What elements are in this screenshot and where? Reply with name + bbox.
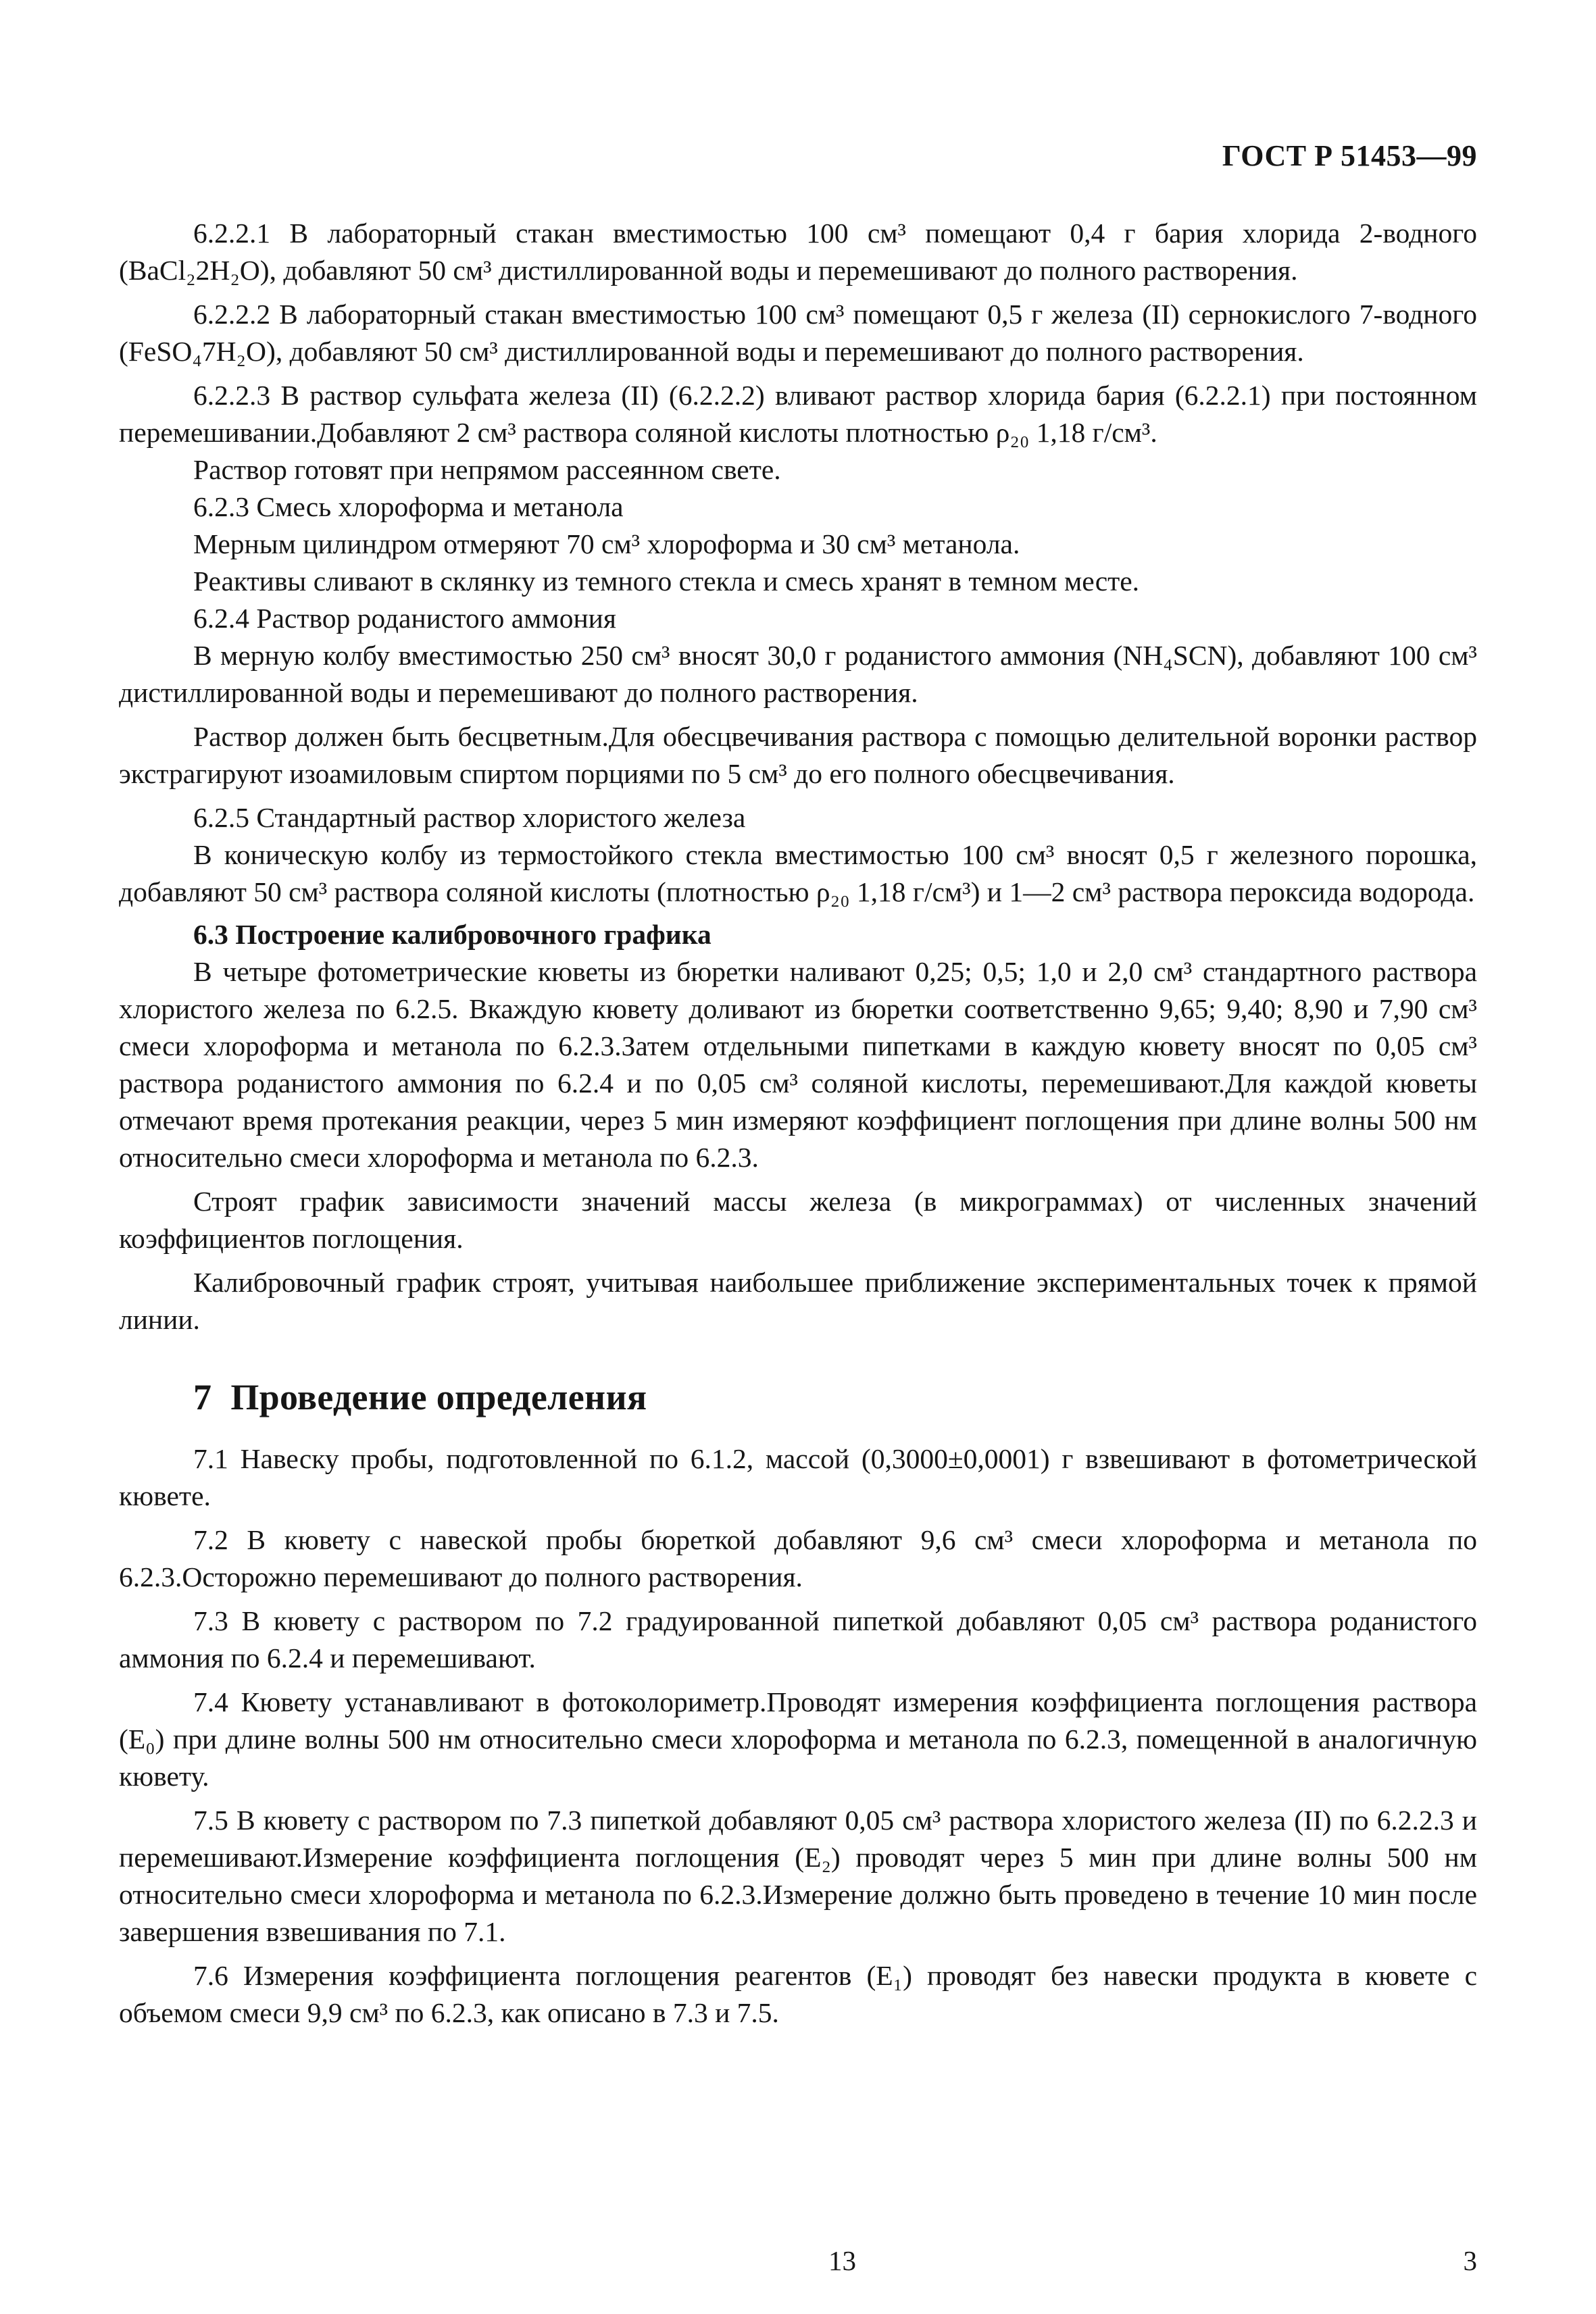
section-title: Проведение определения	[230, 1377, 647, 1417]
paragraph-6-2-2-3: 6.2.2.3 В раствор сульфата железа (II) (6.2.2.2) вливают раствор хлорида бария (6.2.2.1) при постоянном перемешивании.Добавляют 2 см³ раствора соляной кислоты плотностью ρ₂₀ 1,18 г/см³.	[119, 380, 1477, 448]
paragraph-light-note: Раствор готовят при непрямом рассеянном свете.	[193, 454, 781, 485]
paragraph-6-3-graph: Строят график зависимости значений массы железа (в микрограммах) от численных значений коэффициентов поглощения.	[119, 1186, 1477, 1254]
paragraph-cylinder: Мерным цилиндром отмеряют 70 см³ хлороформа и 30 см³ метанола.	[193, 528, 1020, 559]
paragraph-6-3-procedure: В четыре фотометрические кюветы из бюретки наливают 0,25; 0,5; 1,0 и 2,0 см³ стандартного раствора хлористого железа по 6.2.5. Вкаждую кювету доливают из бюретки соответственно 9,65; 9,40; 8,90 и 7,90 см³ смеси хлороформа и метанола по 6.2.3.Затем отдельными пипетками в каждую кювету вносят по 0,05 см³ раствора роданистого аммония по 6.2.4 и по 0,05 см³ соляной кислоты, перемешивают.Для каждой кюветы отмечают время протекания реакции, через 5 мин измеряют коэффициент поглощения при длине волны 500 нм относительно смеси хлороформа и метанола по 6.2.3.	[119, 956, 1477, 1173]
paragraph-flask-250: В мерную колбу вместимостью 250 см³ вносят 30,0 г роданистого аммония (NH₄SCN), добавляют 100 см³ дистиллированной воды и перемешивают до полного растворения.	[119, 640, 1477, 708]
paragraph-6-2-3-heading: 6.2.3 Смесь хлороформа и метанола	[193, 491, 624, 522]
page-number-right: 3	[1463, 2245, 1477, 2276]
page-number-center: 13	[828, 2245, 856, 2276]
paragraph-7-4: 7.4 Кювету устанавливают в фотоколориметр.Проводят измерения коэффициента поглощения раствора (E₀) при длине волны 500 нм относительно смеси хлороформа и метанола по 6.2.3, помещенной в аналогичную кювету.	[119, 1686, 1477, 1792]
paragraph-reagents-storage: Реактивы сливают в склянку из темного стекла и смесь хранят в темном месте.	[193, 565, 1140, 597]
paragraph-6-2-5-heading: 6.2.5 Стандартный раствор хлористого железа	[193, 802, 746, 833]
paragraph-6-2-2-1: 6.2.2.1 В лабораторный стакан вместимостью 100 см³ помещают 0,4 г бария хлорида 2-водного (BaCl₂2H₂O), добавляют 50 см³ дистиллированной воды и перемешивают до полного растворения.	[119, 218, 1477, 286]
paragraph-6-2-2-2: 6.2.2.2 В лабораторный стакан вместимостью 100 см³ помещают 0,5 г железа (II) сернокислого 7-водного (FeSO₄7H₂O), добавляют 50 см³ дистиллированной воды и перемешивают до полного растворения.	[119, 299, 1477, 367]
paragraph-7-1: 7.1 Навеску пробы, подготовленной по 6.1.2, массой (0,3000±0,0001) г взвешивают в фотометрической кювете.	[119, 1443, 1477, 1511]
document-body	[119, 215, 1477, 2032]
paragraph-colorless: Раствор должен быть бесцветным.Для обесцвечивания раствора с помощью делительной воронки раствор экстрагируют изоамиловым спиртом порциями по 5 см³ до его полного обесцвечивания.	[119, 721, 1477, 789]
paragraph-7-3: 7.3 В кювету с раствором по 7.2 градуированной пипеткой добавляют 0,05 см³ раствора роданистого аммония по 6.2.4 и перемешивают.	[119, 1605, 1477, 1674]
paragraph-7-6: 7.6 Измерения коэффициента поглощения реагентов (E₁) проводят без навески продукта в кювете с объемом смеси 9,9 см³ по 6.2.3, как описано в 7.3 и 7.5.	[119, 1960, 1477, 2028]
paragraph-conical-flask: В коническую колбу из термостойкого стекла вместимостью 100 см³ вносят 0,5 г железного порошка, добавляют 50 см³ раствора соляной кислоты (плотностью ρ₂₀ 1,18 г/см³) и 1—2 см³ раствора пероксида водорода.	[119, 839, 1477, 907]
paragraph-6-3-calibration: Калибровочный график строят, учитывая наибольшее приближение экспериментальных точек к прямой линии.	[119, 1267, 1477, 1335]
section-number: 7	[193, 1377, 212, 1417]
paragraph-6-2-4-heading: 6.2.4 Раствор роданистого аммония	[193, 603, 616, 634]
paragraph-7-2: 7.2 В кювету с навеской пробы бюреткой добавляют 9,6 см³ смеси хлороформа и метанола по 6.2.3.Осторожно перемешивают до полного растворения.	[119, 1524, 1477, 1592]
subsection-heading-6-3: 6.3 Построение калибровочного графика	[193, 919, 712, 950]
paragraph-7-5: 7.5 В кювету с раствором по 7.3 пипеткой добавляют 0,05 см³ раствора хлористого железа (II) по 6.2.2.3 и перемешивают.Измерение коэффициента поглощения (E₂) проводят через 5 мин при длине волны 500 нм относительно смеси хлороформа и метанола по 6.2.3.Измерение должно быть проведено в течение 10 мин после завершения взвешивания по 7.1.	[119, 1805, 1477, 1947]
standard-code-header: ГОСТ Р 51453—99	[1222, 139, 1477, 172]
section-heading-7	[119, 1379, 1477, 1416]
